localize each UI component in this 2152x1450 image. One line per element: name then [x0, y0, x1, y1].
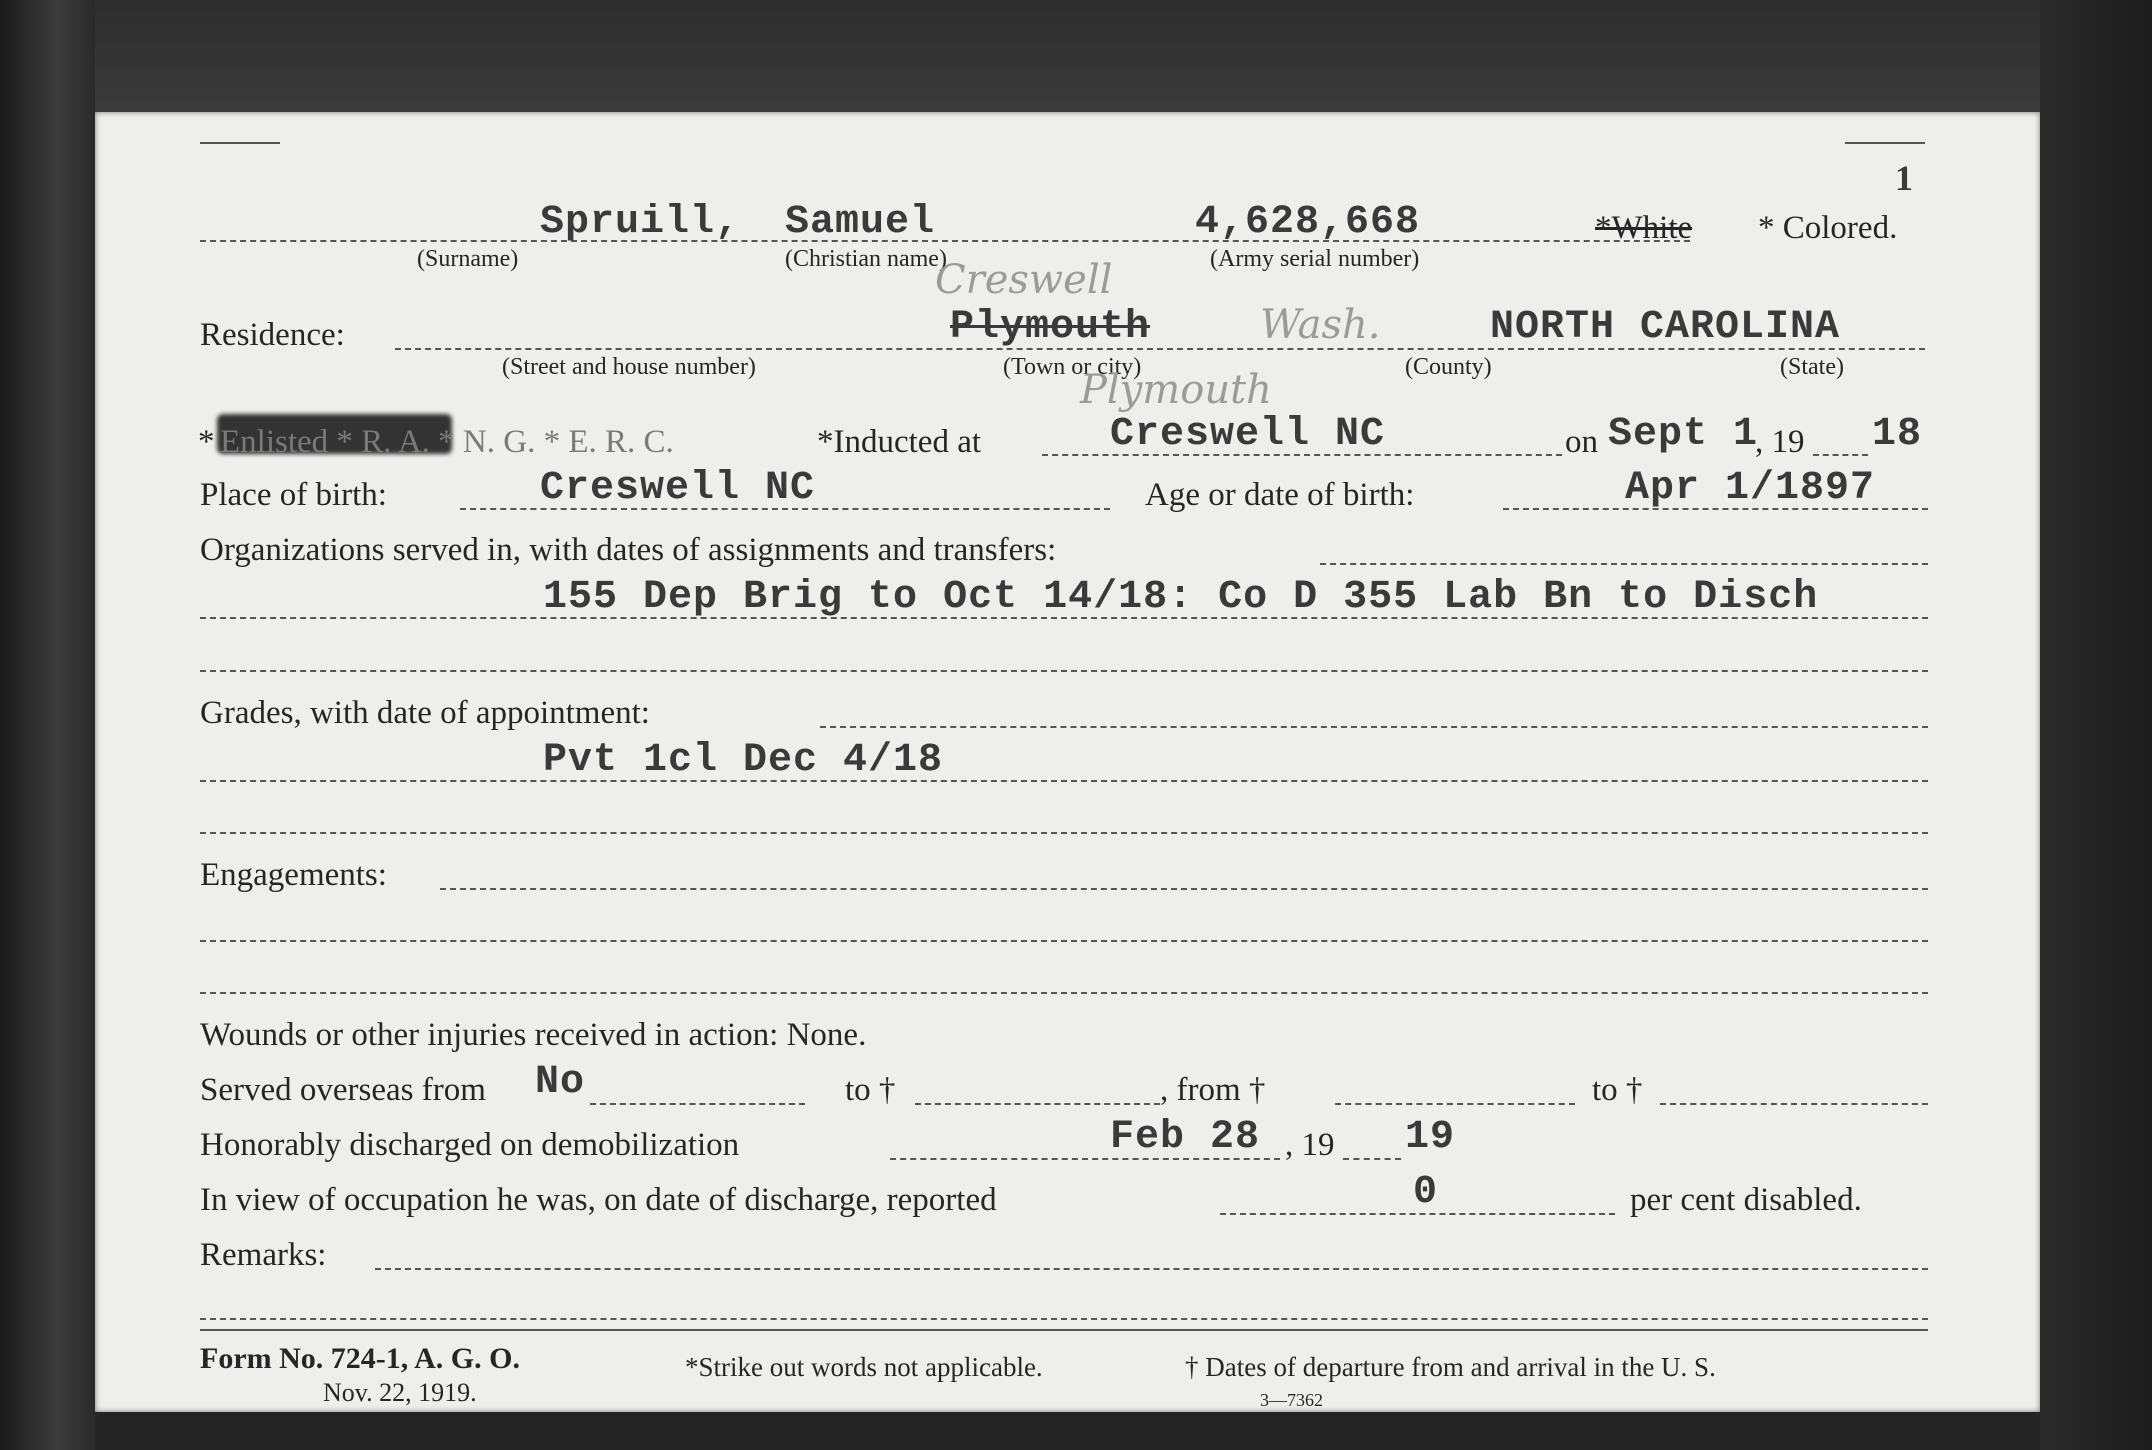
inducted-year-value: 18: [1872, 412, 1923, 457]
town-label: (Town or city): [1003, 354, 1142, 380]
enlisted-options-struck: Enlisted * R. A. * N. G. * E. R. C.: [220, 424, 674, 460]
discharged-label: Honorably discharged on demobilization: [200, 1127, 740, 1163]
overseas-from-label: , from †: [1160, 1072, 1266, 1108]
grades-line-2: [200, 780, 1928, 782]
overseas-value: No: [535, 1060, 586, 1105]
town-handwritten: Creswell: [935, 257, 1113, 303]
christian-name-value: Samuel: [785, 200, 936, 245]
residence-label: Residence:: [200, 317, 345, 353]
overseas-to-line-2: [1660, 1103, 1928, 1105]
birthdate-label: Age or date of birth:: [1145, 477, 1415, 513]
remarks-line-1: [375, 1268, 1928, 1270]
print-code: 3—7362: [1260, 1390, 1323, 1410]
overseas-to-label-2: to †: [1592, 1072, 1643, 1108]
organizations-line-1: [1320, 563, 1928, 565]
surname-label: (Surname): [417, 246, 519, 272]
wounds-label: Wounds or other injuries received in action: None.: [200, 1017, 867, 1053]
birthdate-value: Apr 1/1897: [1625, 466, 1876, 511]
overseas-label: Served overseas from: [200, 1072, 486, 1108]
form-number: Form No. 724-1, A. G. O.: [200, 1342, 520, 1375]
overseas-to-label: to †: [845, 1072, 896, 1108]
grades-value: Pvt 1cl Dec 4/18: [543, 738, 944, 783]
town-value-struck: Plymouth: [950, 305, 1151, 350]
birthplace-value: Creswell NC: [540, 466, 816, 511]
page-number: 1: [1895, 158, 1914, 198]
discharge-year-line: [1343, 1158, 1401, 1160]
inducted-date-value: Sept 1: [1608, 412, 1759, 457]
organizations-line-3: [200, 670, 1928, 672]
organizations-value: 155 Dep Brig to Oct 14/18: Co D 355 Lab Bn to Disch: [543, 575, 1819, 620]
disability-suffix: per cent disabled.: [1630, 1182, 1862, 1218]
grades-line-3: [200, 832, 1928, 834]
grades-label: Grades, with date of appointment:: [200, 695, 650, 731]
county-handwritten: Wash.: [1260, 302, 1381, 348]
top-left-rule: [200, 142, 280, 144]
inducted-handwritten: Plymouth: [1080, 367, 1272, 413]
state-value: NORTH CAROLINA: [1490, 305, 1841, 350]
overseas-to-line: [915, 1103, 1160, 1105]
remarks-line-2: [200, 1318, 1928, 1320]
disability-value: 0: [1413, 1170, 1439, 1215]
birthplace-label: Place of birth:: [200, 477, 387, 513]
engagements-label: Engagements:: [200, 857, 387, 893]
overseas-from-line-2: [1335, 1103, 1575, 1105]
serial-number-label: (Army serial number): [1210, 246, 1420, 272]
engagements-line-2: [200, 940, 1928, 942]
christian-name-label: (Christian name): [785, 246, 947, 272]
engagements-line-3: [200, 992, 1928, 994]
name-line: [200, 240, 1690, 242]
organizations-label: Organizations served in, with dates of assignments and transfers:: [200, 532, 1057, 568]
discharge-date-value: Feb 28: [1110, 1115, 1261, 1160]
serial-number-value: 4,628,668: [1195, 200, 1421, 245]
on-label: on: [1565, 424, 1598, 460]
service-record-card: [95, 112, 2040, 1412]
grades-line-1: [820, 726, 1928, 728]
race-white-struck: *White: [1595, 210, 1693, 246]
footnote-dates: † Dates of departure from and arrival in the U. S.: [1185, 1352, 1716, 1382]
footnote-strike: *Strike out words not applicable.: [685, 1352, 1043, 1382]
race-colored: * Colored.: [1758, 210, 1898, 246]
engagements-line-1: [440, 888, 1928, 890]
scan-border-right: [2040, 0, 2152, 1450]
scan-border-top: [95, 0, 2152, 112]
surname-value: Spruill,: [540, 200, 741, 245]
street-label: (Street and house number): [502, 354, 756, 380]
discharge-year-prefix: , 19: [1285, 1127, 1335, 1163]
top-right-rule: [1845, 142, 1925, 144]
inducted-label: *Inducted at: [817, 424, 982, 460]
inducted-at-value: Creswell NC: [1110, 412, 1386, 457]
scan-border-left: [0, 0, 95, 1450]
inducted-year-prefix: , 19: [1755, 424, 1805, 460]
footer-rule: [200, 1329, 1928, 1331]
overseas-from-line: [590, 1103, 805, 1105]
disability-label: In view of occupation he was, on date of discharge, reported: [200, 1182, 997, 1218]
enlisted-asterisk: *: [198, 424, 215, 460]
form-date: Nov. 22, 1919.: [323, 1378, 477, 1407]
discharge-year-value: 19: [1405, 1115, 1456, 1160]
county-label: (County): [1405, 354, 1492, 380]
state-label: (State): [1780, 354, 1844, 380]
inducted-year-line: [1813, 454, 1868, 456]
remarks-label: Remarks:: [200, 1237, 327, 1273]
